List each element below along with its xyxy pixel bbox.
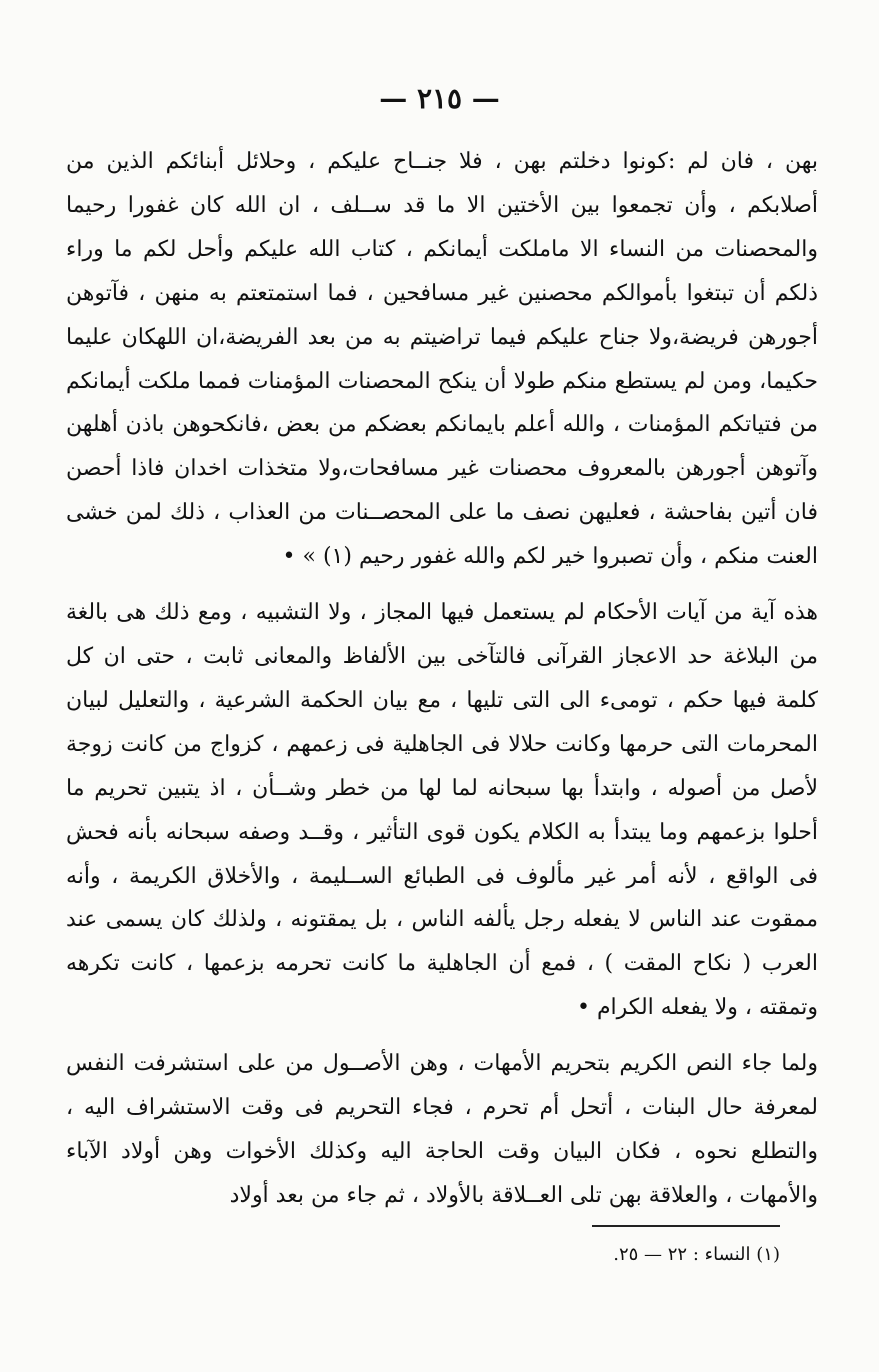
- paragraph-continuation: ولما جاء النص الكريم بتحريم الأمهات ، وهن الأصــول من على استشرفت النفس لمعرفة حال البنات ، أتحل أم تحرم ، فجاء التحريم فى وقت الاستشراف اليه ، والتطلع نحوه ، فكان البيان وقت الحاجة اليه وكذلك الأخوات وهن أولاد الآباء والأمهات ، والعلاقة بهن تلى العــلاقة بالأولاد ، ثم جاء من بعد أولاد: [66, 1051, 818, 1208]
- page-number: — ٢١٥ —: [379, 82, 500, 115]
- footnote: (١) النساء : ٢٢ — ٢٥.: [613, 1244, 780, 1265]
- body-text: [66, 140, 818, 1218]
- footnote-divider: [592, 1225, 780, 1227]
- paragraph-quran-verse: بهن ، فان لم :كونوا دخلتم بهن ، فلا جنــاح عليكم ، وحلائل أبنائكم الذين من أصلابكم ، وأن تجمعوا بين الأختين الا ما قد ســلف ، ان الله كان غفورا رحيما والمحصنات من النساء الا ماملكت أيمانكم ، كتاب الله عليكم وأحل لكم ما وراء ذلكم أن تبتغوا بأموالكم محصنين غير مسافحين ، فما استمتعتم به منهن ، فآتوهن أجورهن فريضة،ولا جناح عليكم فيما تراضيتم به من بعد الفريضة،ان اللهكان عليما حكيما، ومن لم يستطع منكم طولا أن ينكح المحصنات المؤمنات فمما ملكت أيمانكم من فتياتكم المؤمنات ، والله أعلم بايمانكم بعضكم من بعض ،فانكحوهن باذن أهلهن وآتوهن أجورهن بالمعروف محصنات غير مسافحات،ولا متخذات اخدان فاذا أحصن فان أتين بفاحشة ، فعليهن نصف ما على المحصــنات من العذاب ، ذلك لمن خشى العنت منكم ، وأن تصبروا خير لكم والله غفور رحيم (١) » •: [66, 149, 818, 570]
- paragraph-commentary: هذه آية من آيات الأحكام لم يستعمل فيها المجاز ، ولا التشبيه ، ومع ذلك هى بالغة من البلاغة حد الاعجاز القرآنى فالتآخى بين الألفاظ والمعانى ثابت ، حتى ان كل كلمة فيها حكم ، تومىء الى التى تليها ، مع بيان الحكمة الشرعية ، والتعليل لبيان المحرمات التى حرمها وكانت حلالا فى الجاهلية فى زعمهم ، كزواج من كانت زوجة لأصل من أصوله ، وابتدأ بها سبحانه لما لها من خطر وشــأن ، اذ يتبين تحريم ما أحلوا بزعمهم وما يبتدأ به الكلام يكون قوى التأثير ، وقــد وصفه سبحانه بأنه فحش فى الواقع ، لأنه أمر غير مألوف فى الطبائع الســليمة ، والأخلاق الكريمة ، وأنه ممقوت عند الناس لا يفعله رجل يألفه الناس ، بل يمقتونه ، ولذلك كان يسمى عند العرب ( نكاح المقت ) ، فمع أن الجاهلية ما كانت تحرمه بزعمها ، كانت تكرهه وتمقته ، ولا يفعله الكرام •: [66, 600, 818, 1021]
